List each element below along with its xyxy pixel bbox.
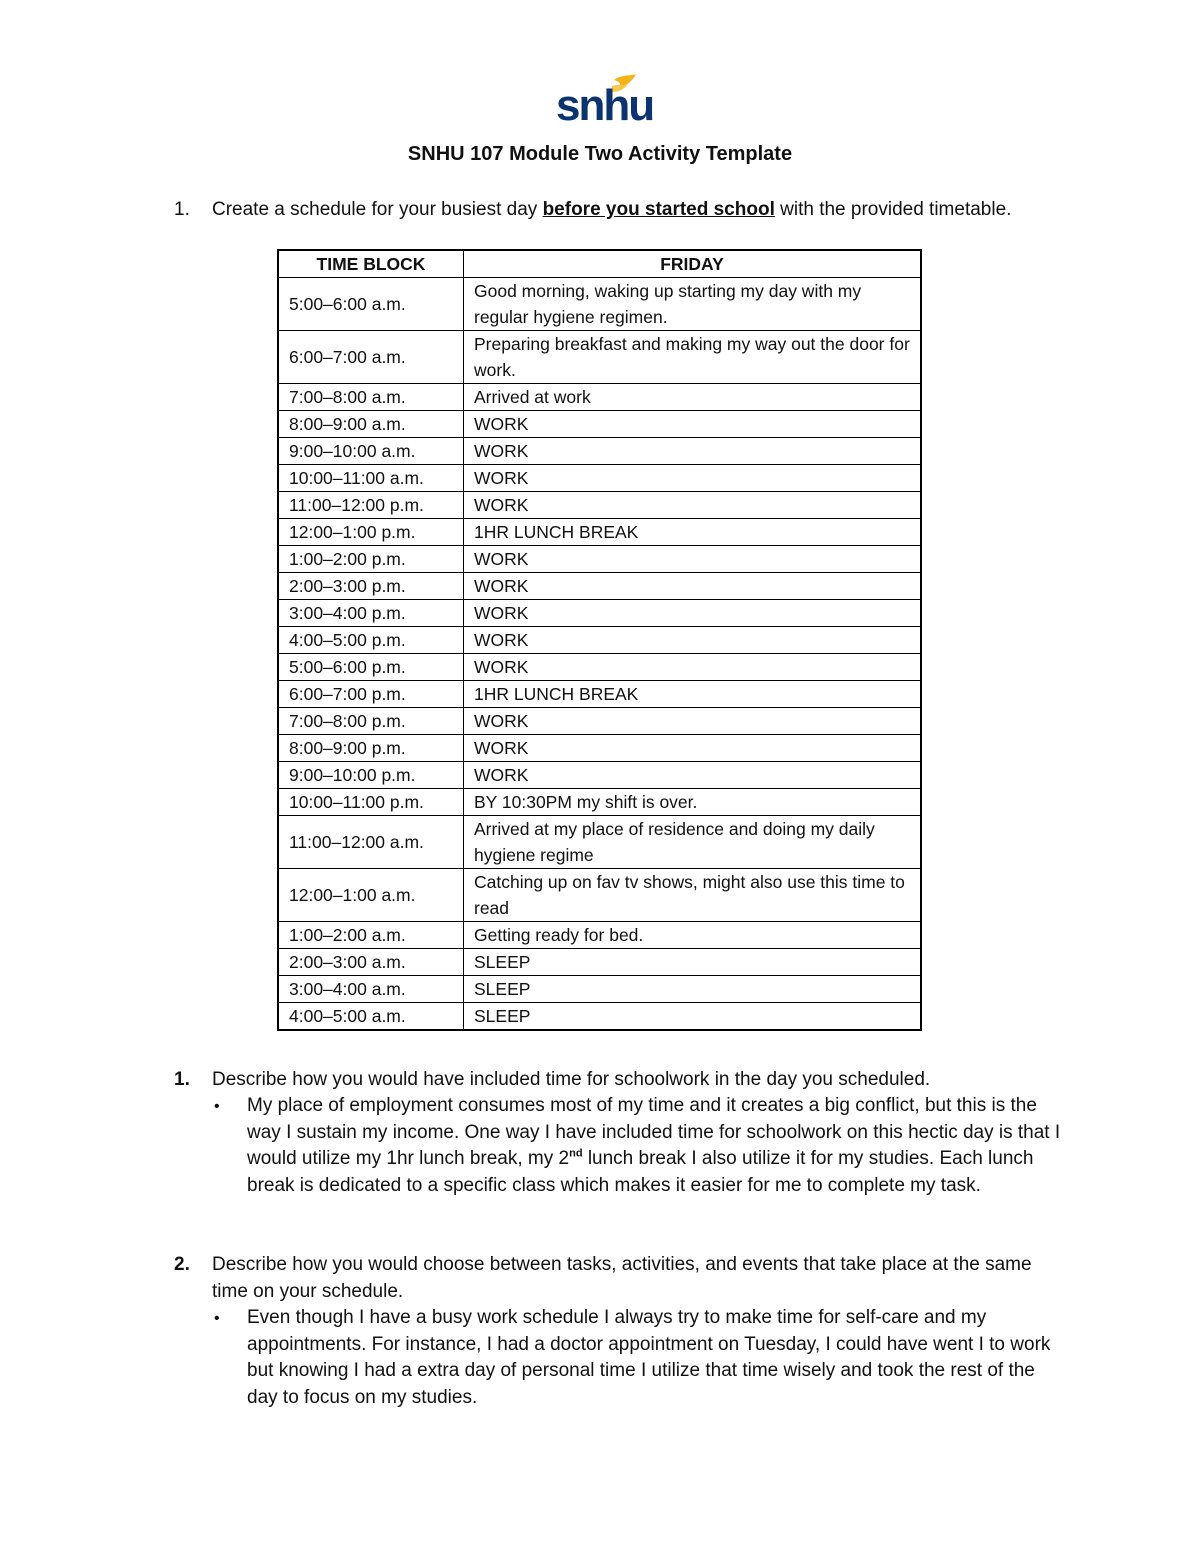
table-row	[278, 492, 921, 519]
table-row	[278, 627, 921, 654]
activity-cell: WORK	[464, 438, 922, 465]
table-row	[278, 1003, 921, 1031]
time-cell: 11:00–12:00 p.m.	[278, 492, 464, 519]
time-cell: 6:00–7:00 a.m.	[278, 331, 464, 384]
schedule-header-row	[278, 250, 921, 278]
table-row	[278, 600, 921, 627]
activity-cell: SLEEP	[464, 949, 922, 976]
table-row	[278, 869, 921, 922]
activity-cell: WORK	[464, 762, 922, 789]
activity-cell: 1HR LUNCH BREAK	[464, 681, 922, 708]
activity-cell: Good morning, waking up starting my day with my regular hygiene regimen.	[464, 278, 922, 331]
time-cell: 3:00–4:00 p.m.	[278, 600, 464, 627]
question-text: Describe how you would choose between tasks, activities, and events that take place at the same time on your schedule.	[212, 1254, 1032, 1302]
time-cell: 10:00–11:00 a.m.	[278, 465, 464, 492]
activity-cell: Arrived at work	[464, 384, 922, 411]
instruction-emphasis: before you started school	[542, 199, 775, 220]
table-row	[278, 465, 921, 492]
time-cell: 5:00–6:00 a.m.	[278, 278, 464, 331]
time-cell: 10:00–11:00 p.m.	[278, 789, 464, 816]
activity-cell: WORK	[464, 411, 922, 438]
table-row	[278, 922, 921, 949]
table-row	[278, 654, 921, 681]
table-row	[278, 816, 921, 869]
table-row	[278, 949, 921, 976]
table-row	[278, 384, 921, 411]
activity-cell: WORK	[464, 708, 922, 735]
activity-cell: WORK	[464, 573, 922, 600]
time-cell: 9:00–10:00 a.m.	[278, 438, 464, 465]
activity-cell: WORK	[464, 654, 922, 681]
table-row	[278, 573, 921, 600]
table-row	[278, 546, 921, 573]
time-cell: 1:00–2:00 p.m.	[278, 546, 464, 573]
table-row	[278, 789, 921, 816]
time-cell: 7:00–8:00 p.m.	[278, 708, 464, 735]
header-time-block: TIME BLOCK	[278, 250, 464, 278]
time-cell: 4:00–5:00 a.m.	[278, 1003, 464, 1031]
time-cell: 2:00–3:00 a.m.	[278, 949, 464, 976]
activity-cell: BY 10:30PM my shift is over.	[464, 789, 922, 816]
time-cell: 4:00–5:00 p.m.	[278, 627, 464, 654]
schedule-table	[277, 249, 922, 1031]
activity-cell: WORK	[464, 735, 922, 762]
table-row	[278, 762, 921, 789]
answer-text: Even though I have a busy work schedule I always try to make time for self-care and my appointments. For instance, I had a doctor appointment on Tuesday, I could have went I to work but knowing I had a extra day of personal time I utilize that time wisely and took the rest of the day to focus on my studies.	[247, 1307, 1051, 1408]
activity-cell: Catching up on fav tv shows, might also use this time to read	[464, 869, 922, 922]
time-cell: 6:00–7:00 p.m.	[278, 681, 464, 708]
table-row	[278, 278, 921, 331]
header-day: FRIDAY	[464, 250, 922, 278]
bullet-icon: •	[214, 1098, 220, 1115]
activity-cell: Arrived at my place of residence and doing my daily hygiene regime	[464, 816, 922, 869]
table-row	[278, 976, 921, 1003]
activity-cell: Getting ready for bed.	[464, 922, 922, 949]
time-cell: 12:00–1:00 p.m.	[278, 519, 464, 546]
time-cell: 11:00–12:00 a.m.	[278, 816, 464, 869]
logo-wordmark: snhu	[556, 81, 654, 130]
question-number: 2.	[174, 1254, 190, 1275]
time-cell: 12:00–1:00 a.m.	[278, 869, 464, 922]
page-title: SNHU 107 Module Two Activity Template	[407, 143, 793, 165]
activity-cell: 1HR LUNCH BREAK	[464, 519, 922, 546]
activity-cell: WORK	[464, 627, 922, 654]
activity-cell: SLEEP	[464, 1003, 922, 1031]
instruction-text: Create a schedule for your busiest day before you started school with the provided timetable.	[212, 199, 1012, 220]
question-text: Describe how you would have included time for schoolwork in the day you scheduled.	[212, 1069, 931, 1090]
table-row	[278, 438, 921, 465]
table-row	[278, 708, 921, 735]
table-row	[278, 411, 921, 438]
question-number: 1.	[174, 1069, 190, 1090]
time-cell: 8:00–9:00 p.m.	[278, 735, 464, 762]
time-cell: 8:00–9:00 a.m.	[278, 411, 464, 438]
time-cell: 9:00–10:00 p.m.	[278, 762, 464, 789]
table-row	[278, 735, 921, 762]
table-row	[278, 519, 921, 546]
time-cell: 3:00–4:00 a.m.	[278, 976, 464, 1003]
activity-cell: WORK	[464, 492, 922, 519]
activity-cell: WORK	[464, 465, 922, 492]
activity-cell: WORK	[464, 600, 922, 627]
activity-cell: Preparing breakfast and making my way out the door for work.	[464, 331, 922, 384]
snhu-logo	[552, 72, 654, 132]
answer-text: My place of employment consumes most of my time and it creates a big conflict, but this is the way I sustain my income. One way I have included time for schoolwork on this hectic day is that I would utilize my 1hr lunch break, my 2nd lunch break I also utilize it for my studies. Each lunch break is dedicated to a specific class which makes it easier for me to complete my task.	[247, 1095, 1061, 1196]
table-row	[278, 681, 921, 708]
activity-cell: SLEEP	[464, 976, 922, 1003]
time-cell: 1:00–2:00 a.m.	[278, 922, 464, 949]
time-cell: 5:00–6:00 p.m.	[278, 654, 464, 681]
table-row	[278, 331, 921, 384]
time-cell: 7:00–8:00 a.m.	[278, 384, 464, 411]
activity-cell: WORK	[464, 546, 922, 573]
instruction-number: 1.	[174, 199, 190, 220]
bullet-icon: •	[214, 1310, 220, 1327]
time-cell: 2:00–3:00 p.m.	[278, 573, 464, 600]
